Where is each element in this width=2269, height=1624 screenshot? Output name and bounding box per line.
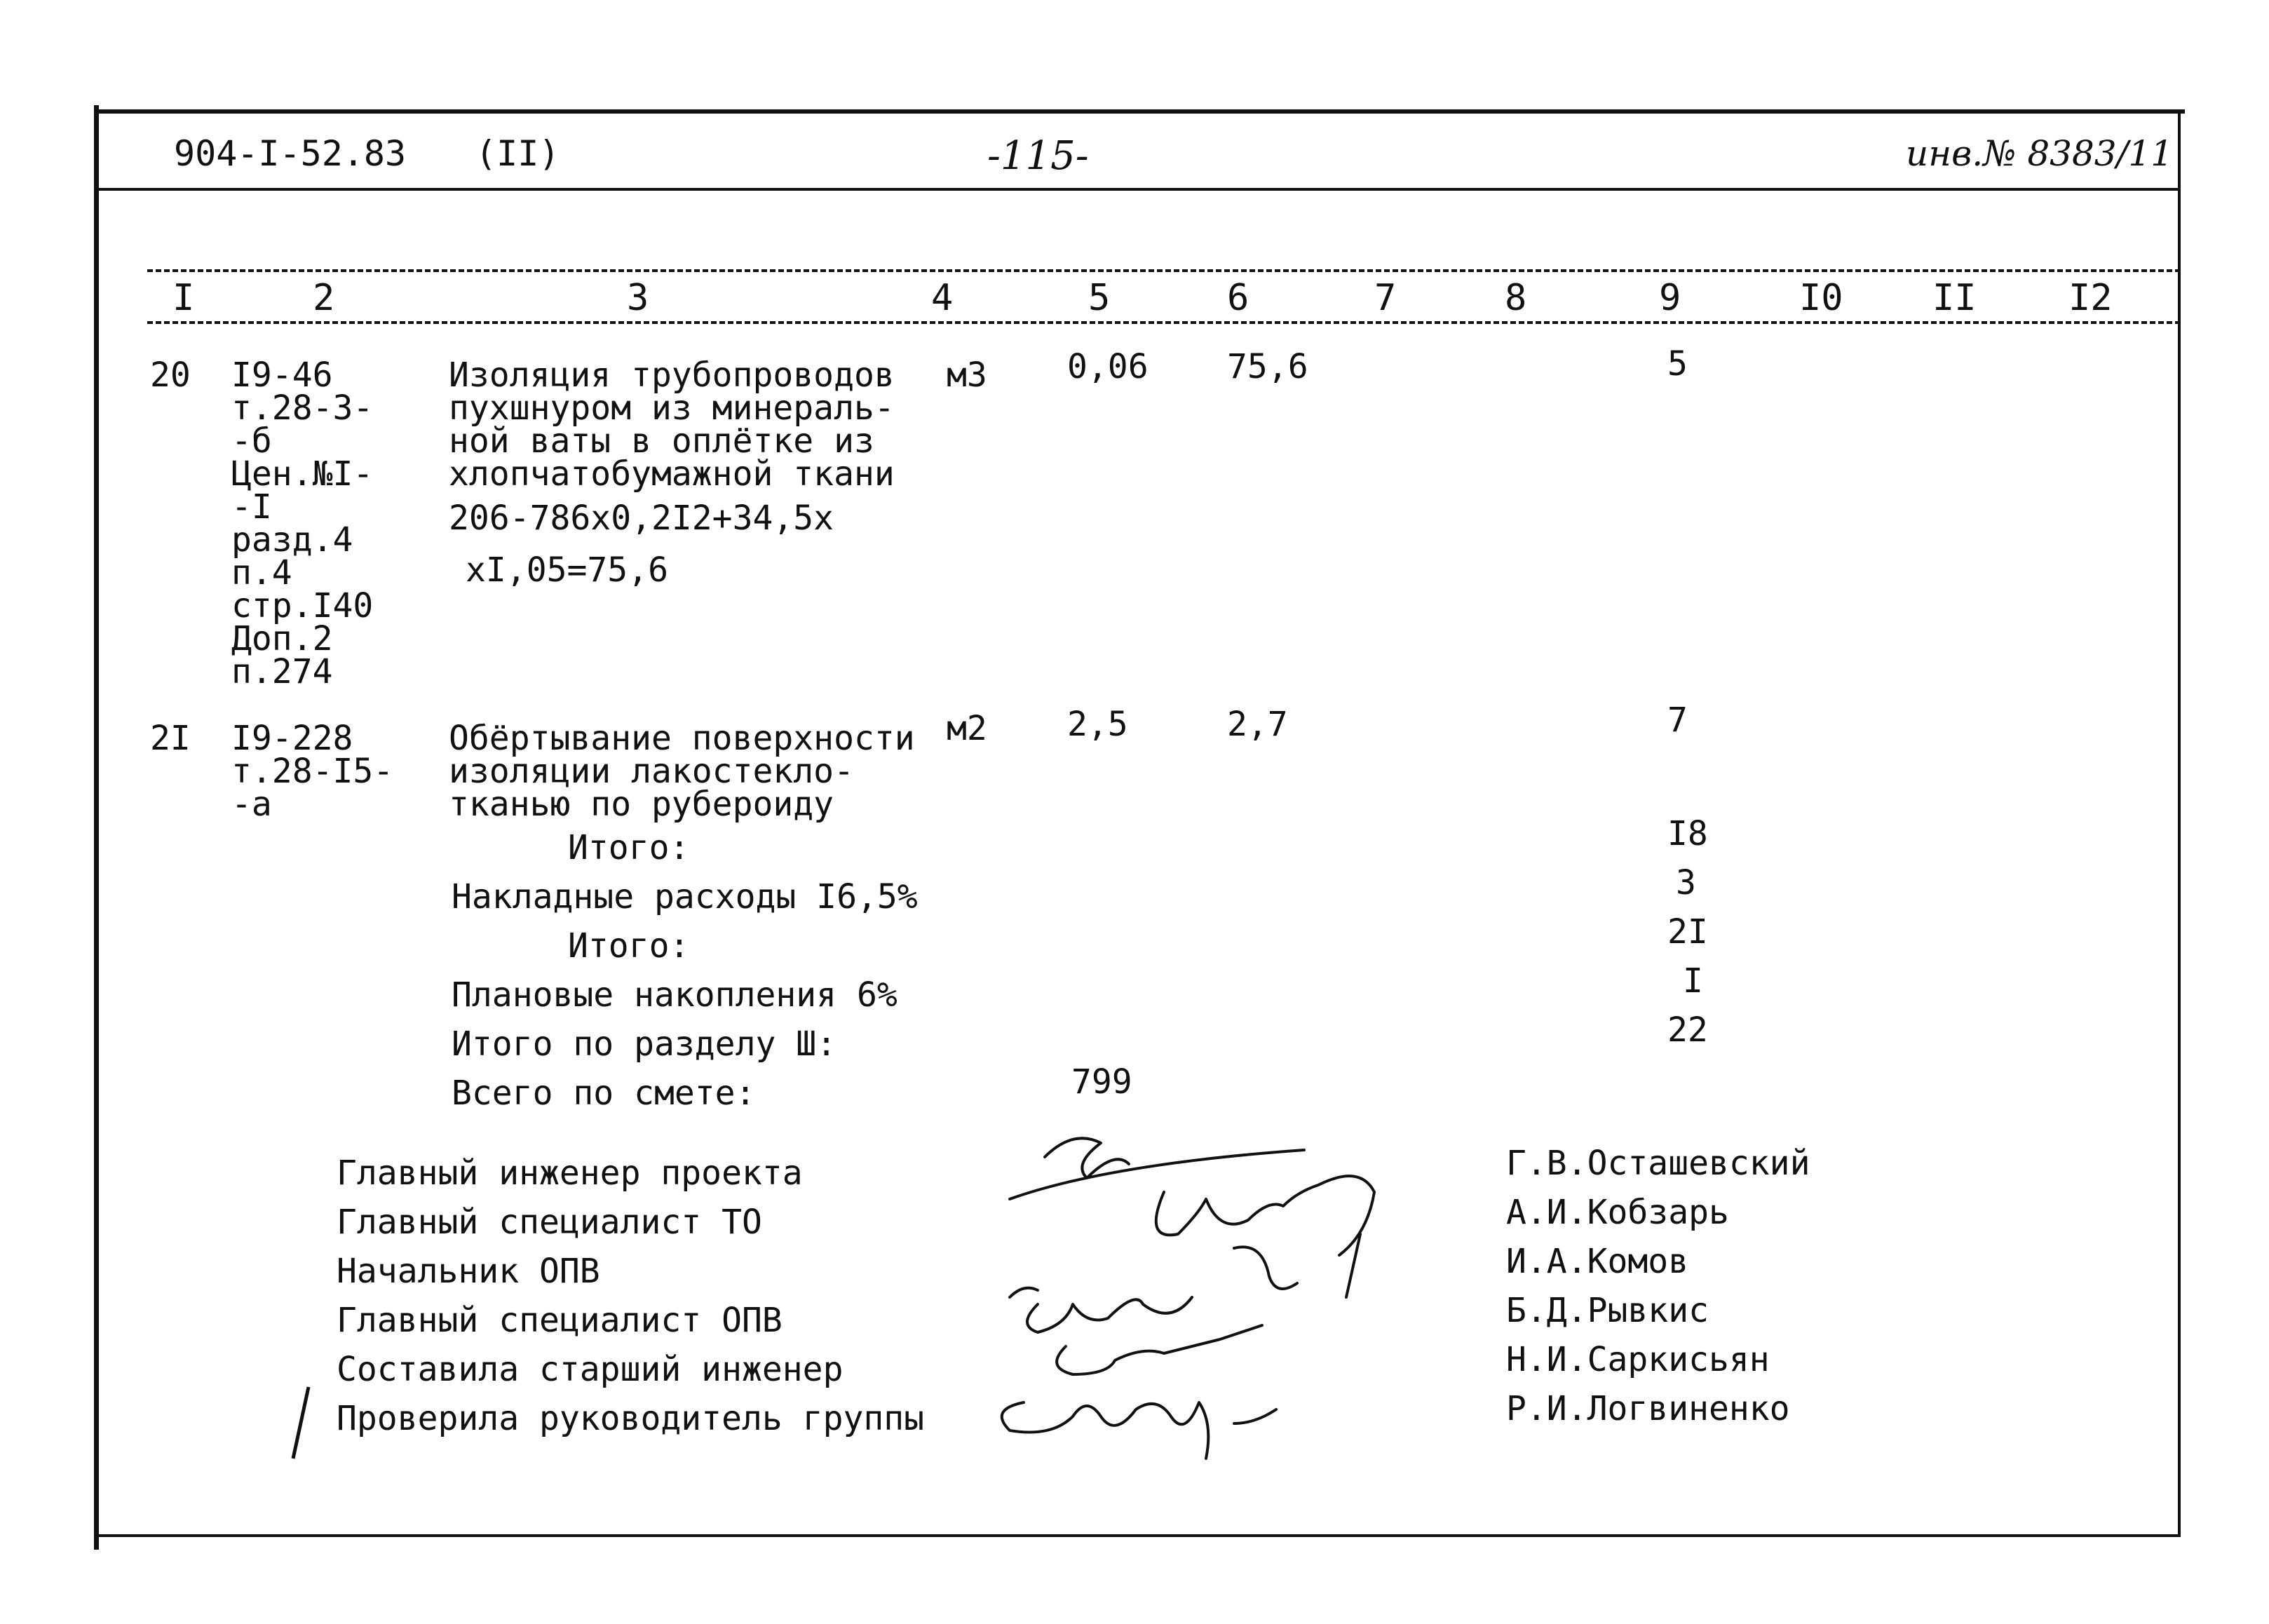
- summary-value: I: [1683, 961, 1703, 1001]
- signatory-role: Главный специалист ТО: [337, 1203, 762, 1242]
- summary-value: 22: [1667, 1010, 1708, 1050]
- row-unit: м3: [947, 356, 987, 395]
- summary-label: Итого:: [568, 926, 690, 966]
- row-description: Изоляция трубопроводов пухшнуром из минераль- ной ваты в оплётке из хлопчатобумажной ткани: [449, 356, 895, 494]
- row-unit: м2: [947, 709, 987, 748]
- summary-grand-total: 799: [1071, 1062, 1132, 1102]
- columns-bottom-dash: [147, 321, 2181, 324]
- row-price: 75,6: [1227, 347, 1308, 386]
- signatory-role: Главный инженер проекта: [337, 1153, 803, 1193]
- row-total: 5: [1667, 344, 1688, 384]
- col-5: 5: [1088, 277, 1111, 319]
- summary-label: Накладные расходы I6,5%: [452, 877, 918, 916]
- page-number: -115-: [987, 133, 1089, 179]
- col-7: 7: [1374, 277, 1397, 319]
- col-12: I2: [2068, 277, 2113, 319]
- row-code: I9-228 т.28-I5- -а: [231, 719, 394, 824]
- row-calculation-1: 206-786х0,2I2+34,5х: [449, 499, 834, 538]
- col-10: I0: [1799, 277, 1843, 319]
- col-6: 6: [1227, 277, 1249, 319]
- summary-label: Итого по разделу Ш:: [452, 1024, 837, 1064]
- row-code: I9-46 т.28-3- -б Цен.№I- -I разд.4 п.4 стр.I40 Доп.2 п.274: [231, 356, 374, 691]
- doc-code: 904-I-52.83: [174, 133, 407, 174]
- signatory-name: И.А.Комов: [1506, 1242, 1689, 1281]
- signatory-name: Р.И.Логвиненко: [1506, 1389, 1790, 1428]
- summary-label: Всего по смете:: [452, 1074, 756, 1113]
- columns-top-dash: [147, 269, 2181, 272]
- summary-label: Итого:: [568, 828, 690, 867]
- summary-label: Плановые накопления 6%: [452, 975, 898, 1015]
- signatory-name: А.И.Кобзарь: [1506, 1193, 1729, 1232]
- frame-top-border: [97, 109, 2185, 114]
- col-3: 3: [627, 277, 649, 319]
- summary-value: 2I: [1667, 912, 1708, 952]
- doc-part: (II): [475, 133, 560, 174]
- row-number: 2I: [150, 719, 191, 758]
- row-description: Обёртывание поверхности изоляции лакостекло- тканью по рубероиду: [449, 719, 915, 824]
- row-total: 7: [1667, 701, 1688, 740]
- signatory-name: Н.И.Саркисьян: [1506, 1340, 1770, 1379]
- col-9: 9: [1659, 277, 1681, 319]
- col-8: 8: [1505, 277, 1527, 319]
- col-1: I: [172, 277, 195, 319]
- handwritten-signatures-icon: [968, 1115, 1416, 1494]
- signatory-name: Б.Д.Рывкис: [1506, 1291, 1709, 1330]
- signatory-role: Составила старший инженер: [337, 1350, 844, 1389]
- summary-value: 3: [1676, 863, 1696, 902]
- frame-bottom-border: [97, 1534, 2181, 1537]
- signatory-role: Начальник ОПВ: [337, 1252, 600, 1291]
- col-2: 2: [313, 277, 335, 319]
- summary-value: I8: [1667, 814, 1708, 853]
- row-quantity: 0,06: [1067, 347, 1149, 386]
- signatory-name: Г.В.Осташевский: [1506, 1144, 1810, 1183]
- row-price: 2,7: [1227, 705, 1288, 744]
- signatory-role: Главный специалист ОПВ: [337, 1301, 783, 1340]
- signatory-role: Проверила руководитель группы: [337, 1399, 925, 1438]
- col-4: 4: [931, 277, 954, 319]
- inventory-number: инв.№ 8383/11: [1906, 133, 2174, 174]
- row-calculation-2: хI,05=75,6: [466, 550, 668, 590]
- row-quantity: 2,5: [1067, 705, 1128, 744]
- frame-left-border: [94, 105, 99, 1550]
- header-separator: [97, 188, 2179, 191]
- check-mark-icon: [280, 1381, 323, 1466]
- row-number: 20: [150, 356, 191, 395]
- col-11: II: [1932, 277, 1977, 319]
